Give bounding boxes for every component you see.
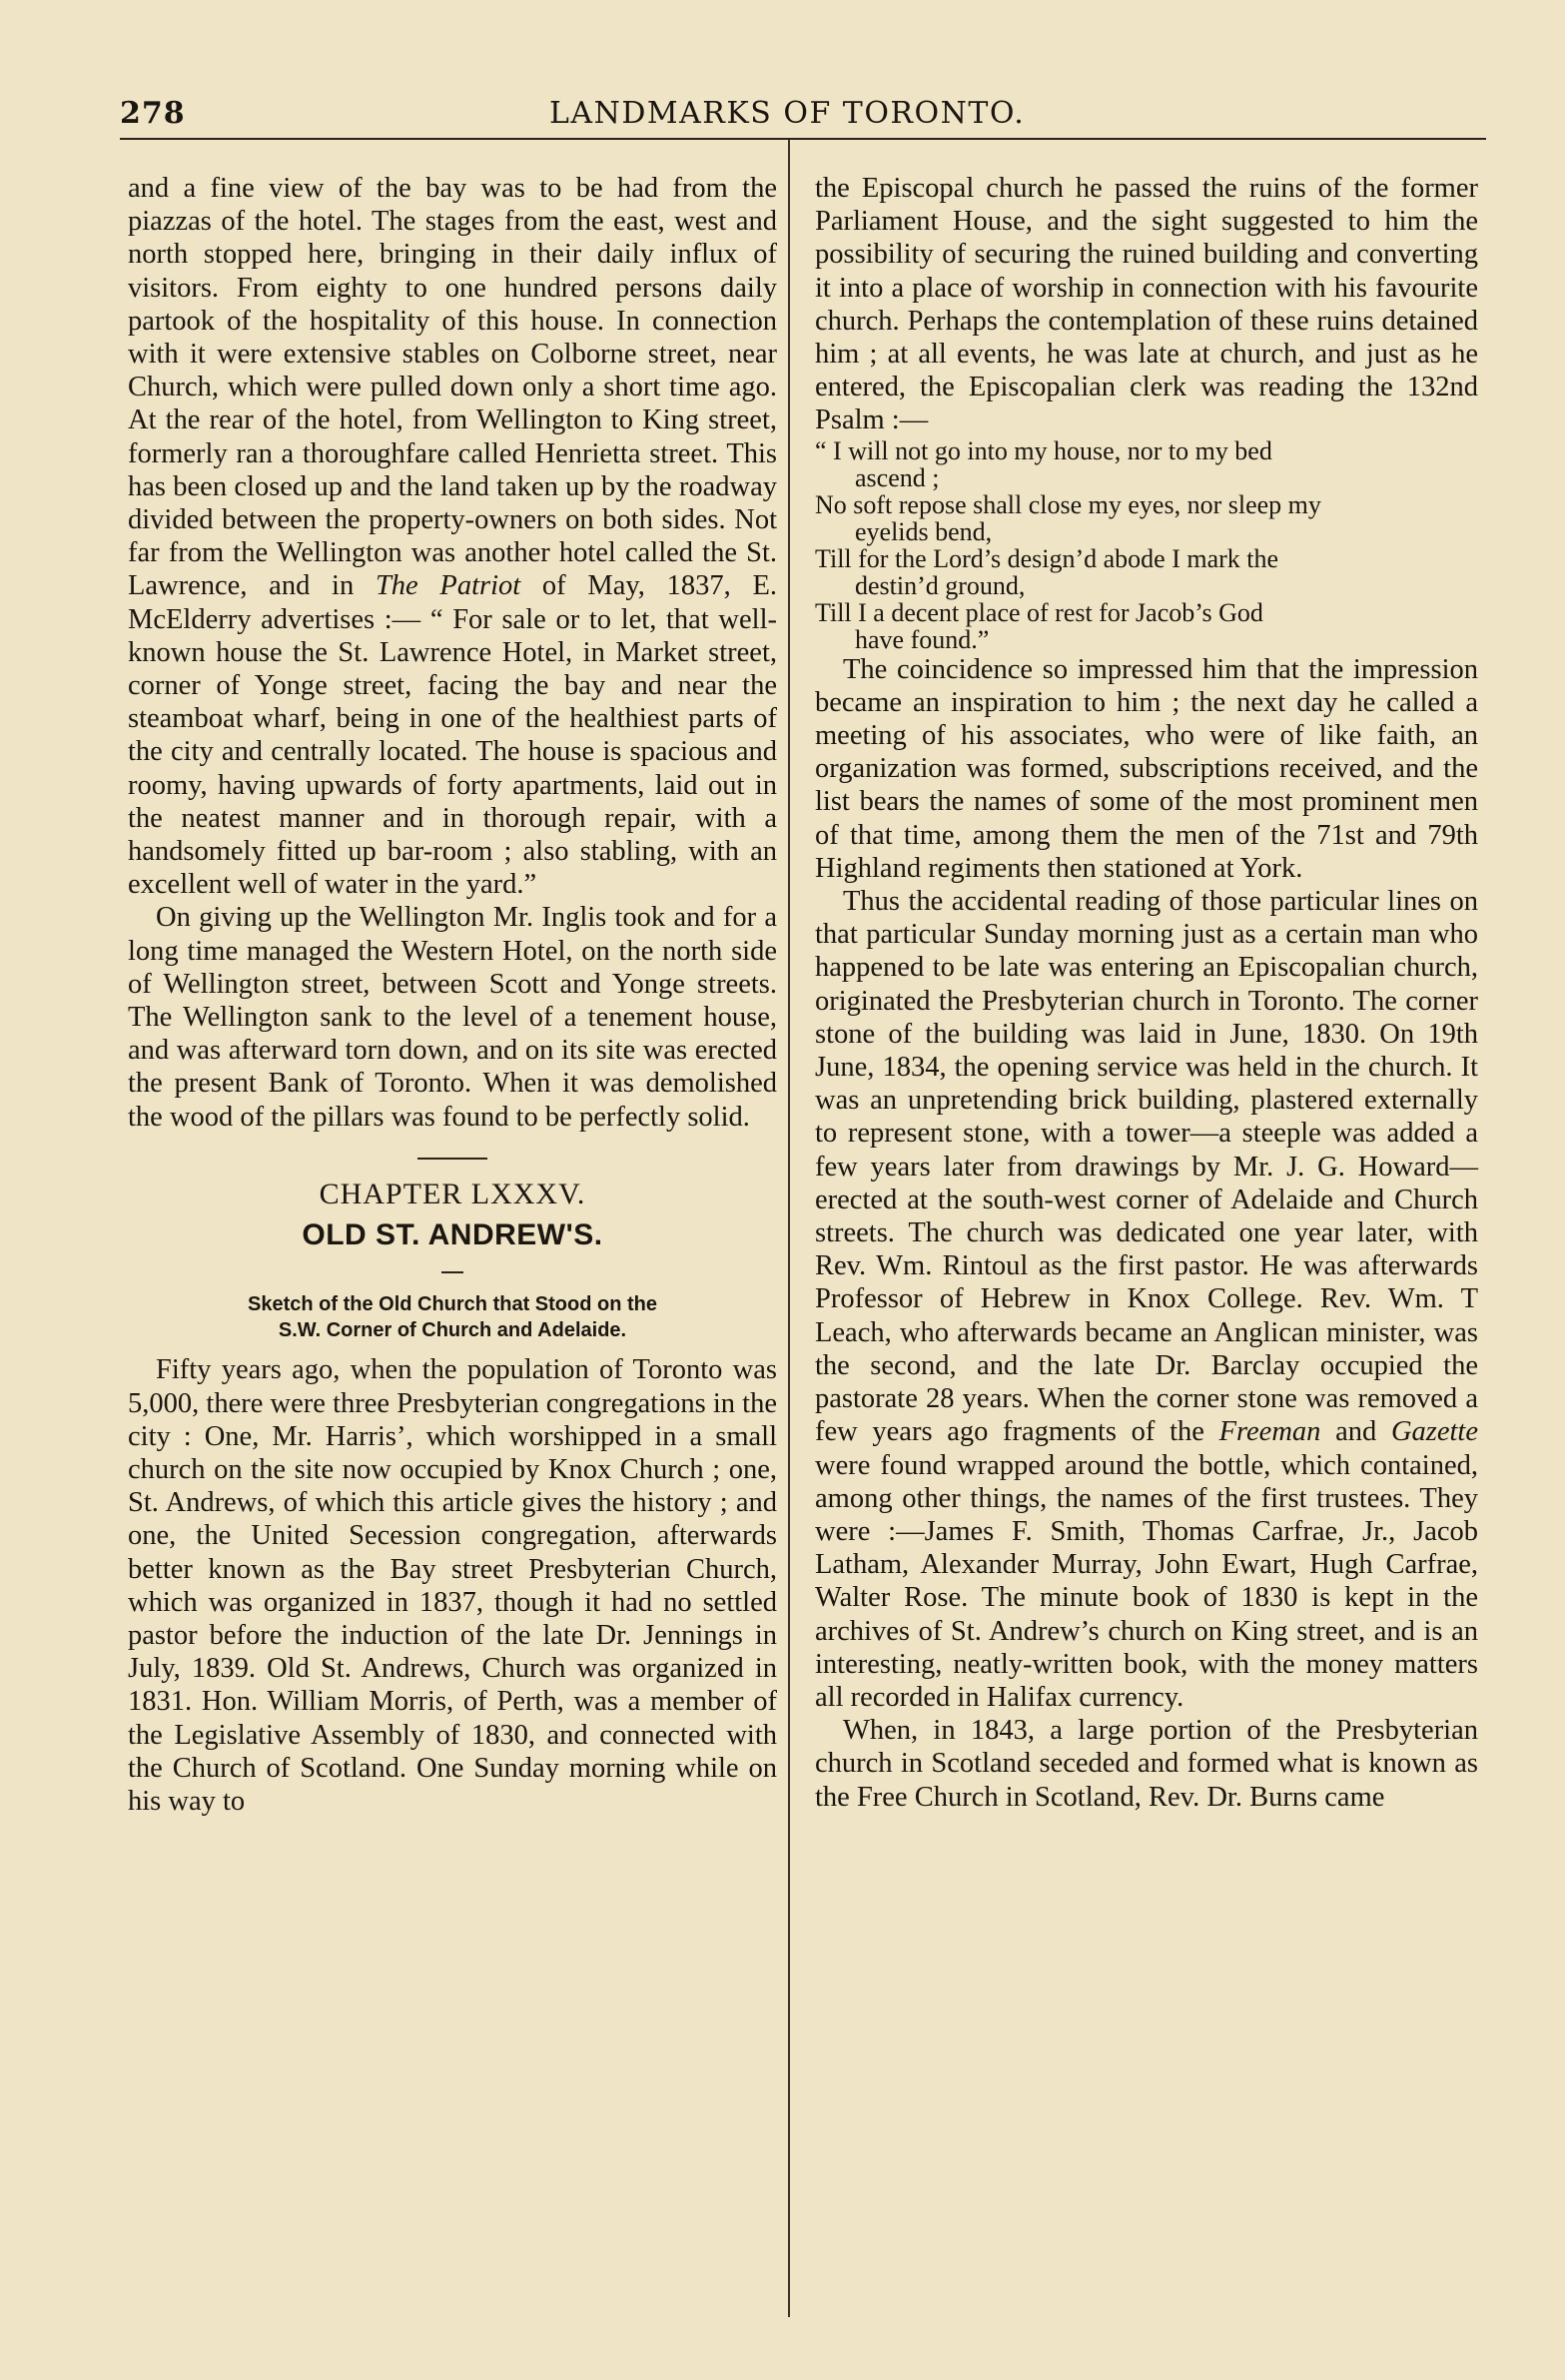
- psalm-line-3-cont: destin’d ground,: [855, 570, 1026, 600]
- psalm-line-2: No soft repose shall close my eyes, nor sleep my: [815, 489, 1321, 519]
- right-paragraph-2: The coincidence so impressed him that the impression became an inspiration to him ; the next day he called a meeting of his associates, who were of like faith, an organization was formed, subscriptions received, and the list bears the names of some of the most prominent men of that time, among them the men of the 71st and 79th Highland regiments then stationed at York.: [815, 653, 1478, 884]
- psalm-line-1-cont: ascend ;: [855, 462, 940, 492]
- section-rule: [417, 1158, 487, 1160]
- title-rule: [441, 1271, 463, 1273]
- freeman-title: Freeman: [1218, 1416, 1321, 1448]
- psalm-line-1: “ I will not go into my house, nor to my bed: [815, 435, 1272, 465]
- running-head: LANDMARKS OF TORONTO.: [549, 96, 1026, 131]
- patriot-title: The Patriot: [375, 570, 521, 602]
- right-paragraph-3: [815, 885, 1478, 1714]
- left-paragraph-2: On giving up the Wellington Mr. Inglis took and for a long time managed the Western Hotel, on the north side of Wellington street, between Scott and Yonge streets. The Wellington sank to the level of a tenement house, and was afterward torn down, and on its site was erected the present Bank of Toronto. When it was demolished the wood of the pillars was found to be perfectly solid.: [128, 902, 777, 1133]
- left-paragraph-1-end: of May, 1837, E. McElderry advertises :— “ For sale or to let, that well-known house the St. Lawrence Hotel, in Market street, corner of Yonge street, facing the bay and near the steamboat wharf, being in one of the healthiest parts of the city and centrally located. The house is spacious and roomy, having upwards of forty apartments, laid out in the neatest manner and in thorough repair, with a handsomely fitted up bar-room ; also stabling, with an excellent well of water in the yard.”: [128, 570, 777, 901]
- column-divider: [788, 140, 790, 2317]
- right-paragraph-1: the Episcopal church he passed the ruins of the former Parliament House, and the sight suggested to him the possibility of securing the ruined building and converting it into a place of worship in connection with his favourite church. Perhaps the contemplation of these ruins detained him ; at all events, he was late at church, and just as he entered, the Episcopalian clerk was reading the 132nd Psalm :—: [815, 173, 1478, 436]
- page-header: [120, 96, 1488, 136]
- left-paragraph-1-text: and a fine view of the bay was to be had from the piazzas of the hotel. The stages from the east, west and north stopped here, bringing in their daily influx of visitors. From eighty to one hundred persons daily partook of the hospitality of this house. In connection with it were extensive stables on Colborne street, near Church, which were pulled down only a short time ago. At the rear of the hotel, from Wellington to King street, formerly ran a thoroughfare called Henrietta street. This has been closed up and the land taken up by the roadway divided between the property-owners on both sides. Not far from the Wellington was another hotel called the St. Lawrence, and in: [128, 173, 777, 602]
- right-paragraph-4: When, in 1843, a large portion of the Presbyterian church in Scotland seceded and formed what is known as the Free Church in Scotland, Rev. Dr. Burns came: [815, 1715, 1478, 1813]
- left-paragraph-1: [128, 172, 777, 901]
- right-paragraph-3-text: Thus the accidental reading of those particular lines on that particular Sunday morning just as a certain man who happened to be late was entering an Episcopalian church, originated the Presbyterian church in Toronto. The corner stone of the building was laid in June, 1830. On 19th June, 1834, the opening service was held in the church. It was an unpretending brick building, plastered externally to represent stone, with a tower—a steeple was added a few years later from drawings by Mr. J. G. Howard—erected at the south-west corner of Adelaide and Church streets. The church was dedicated one year later, with Rev. Wm. Rintoul as the first pastor. He was afterwards Professor of Hebrew in Knox College. Rev. Wm. T Leach, who afterwards became an Anglican minister, was the second, and the late Dr. Barclay occupied the pastorate 28 years. When the corner stone was removed a few years ago fragments of the: [815, 886, 1478, 1448]
- chapter-title: OLD ST. ANDREW'S.: [302, 1218, 603, 1252]
- header-rule: [120, 138, 1486, 140]
- left-column: [128, 172, 777, 1818]
- psalm-line-3: Till for the Lord’s design’d abode I mark the: [815, 543, 1279, 573]
- psalm-line-4-cont: have found.”: [855, 624, 990, 654]
- subtitle-line-2: S.W. Corner of Church and Adelaide.: [278, 1319, 627, 1342]
- right-column: [815, 172, 1478, 1814]
- page-number: 278: [120, 96, 186, 131]
- psalm-line-2-cont: eyelids bend,: [855, 516, 993, 546]
- psalm-line-4: Till I a decent place of rest for Jacob’s God: [815, 597, 1263, 627]
- right-paragraph-3-end: were found wrapped around the bottle, which contained, among other things, the names of the first trustees. They were :—James F. Smith, Thomas Carfrae, Jr., Jacob Latham, Alexander Murray, John Ewart, Hugh Carfrae, Walter Rose. The minute book of 1830 is kept in the archives of St. Andrew’s church on King street, and is an interesting, neatly-written book, with the money matters all recorded in Halifax currency.: [815, 1449, 1478, 1713]
- chapter-subtitle: [128, 1291, 777, 1343]
- psalm-quote: [815, 437, 1478, 653]
- subtitle-line-1: Sketch of the Old Church that Stood on the: [248, 1293, 657, 1316]
- right-paragraph-3-mid: and: [1320, 1416, 1391, 1448]
- gazette-title: Gazette: [1390, 1416, 1478, 1448]
- chapter-number: CHAPTER LXXXV.: [319, 1177, 586, 1210]
- left-paragraph-3: Fifty years ago, when the population of Toronto was 5,000, there were three Presbyterian congregations in the city : One, Mr. Harris’, which worshipped in a small church on the site now occupied by Knox Church ; one, St. Andrews, of which this article gives the history ; and one, the United Secession congregation, afterwards better known as the Bay street Presbyterian Church, which was organized in 1837, though it had no settled pastor before the induction of the late Dr. Jennings in July, 1839. Old St. Andrews, Church was organized in 1831. Hon. William Morris, of Perth, was a member of the Legislative Assembly of 1830, and connected with the Church of Scotland. One Sunday morning while on his way to: [128, 1354, 777, 1817]
